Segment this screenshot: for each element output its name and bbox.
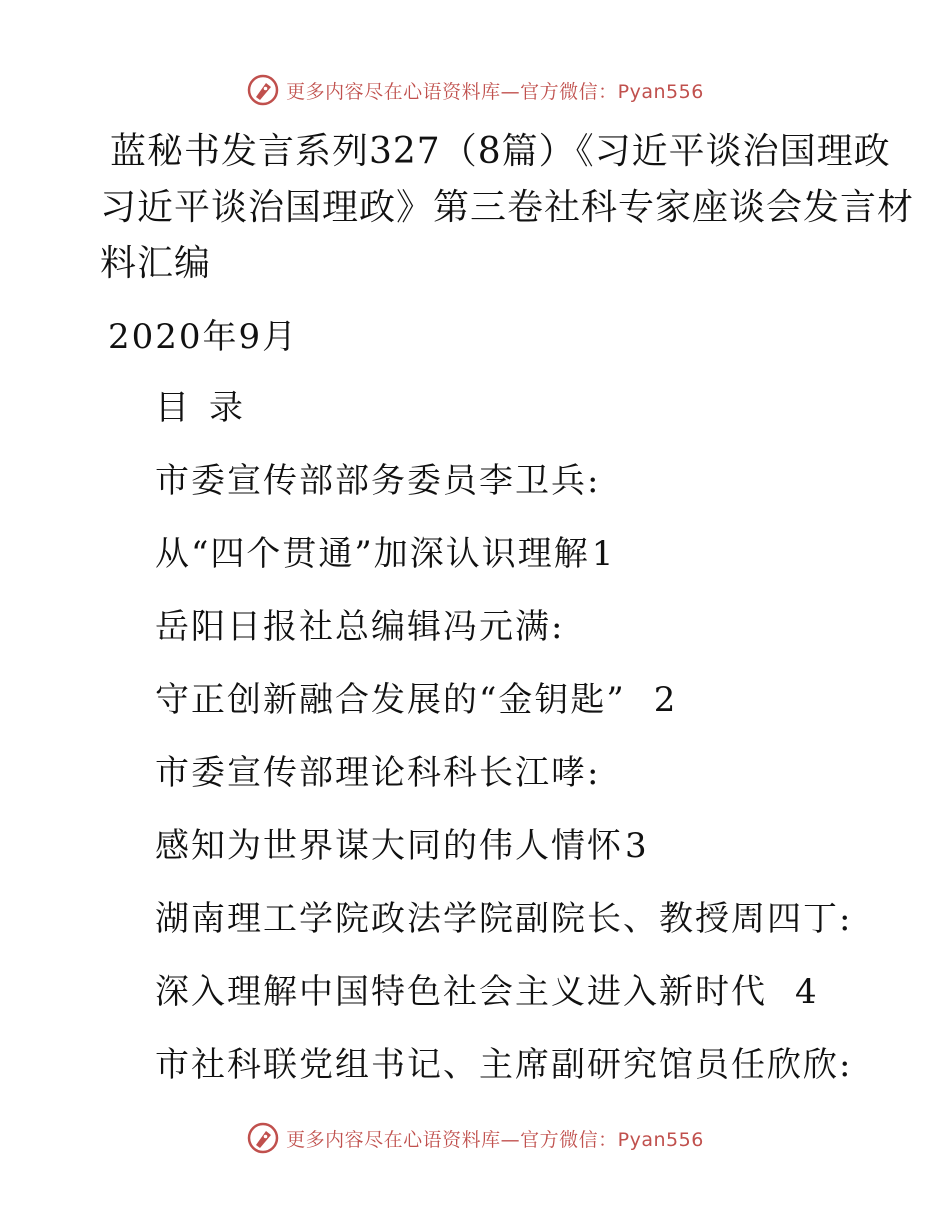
watermark-banner-bottom xyxy=(0,1118,950,1158)
toc-entry xyxy=(155,531,915,604)
watermark-text: 更多内容尽在心语资料库—官方微信：Pyan556 xyxy=(286,80,704,103)
toc-topic: 从“四个贯通”加深认识理解 xyxy=(155,534,590,574)
toc-page-number: 4 xyxy=(795,972,819,1012)
pen-nib-circle-icon xyxy=(246,1121,280,1155)
title-line: 料汇编 xyxy=(100,243,212,284)
document-title xyxy=(100,124,915,292)
title-line: 蓝秘书发言系列327（8篇）《习近平谈治国理政 xyxy=(110,131,891,172)
watermark-banner-top xyxy=(0,70,950,110)
toc-page-number: 1 xyxy=(591,534,616,574)
watermark-text: 更多内容尽在心语资料库—官方微信：Pyan556 xyxy=(286,1128,704,1151)
table-of-contents xyxy=(155,385,915,1115)
toc-topic: 深入理解中国特色社会主义进入新时代 xyxy=(155,972,767,1012)
toc-speaker: 市社科联党组书记、主席副研究馆员任欣欣: xyxy=(155,1045,853,1085)
toc-entry xyxy=(155,677,915,750)
toc-entry xyxy=(155,823,915,896)
title-line: 习近平谈治国理政》第三卷社科专家座谈会发言材 xyxy=(100,187,915,228)
toc-speaker: 市委宣传部部务委员李卫兵: xyxy=(155,461,601,501)
toc-heading: 目录 xyxy=(155,388,263,428)
toc-page-number: 3 xyxy=(625,826,649,866)
pen-nib-circle-icon xyxy=(246,73,280,107)
toc-speaker: 湖南理工学院政法学院副院长、教授周四丁: xyxy=(155,899,853,939)
document-date: 2020年9月 xyxy=(108,317,299,357)
toc-page-number: 2 xyxy=(653,680,678,720)
toc-topic: 守正创新融合发展的“金钥匙” xyxy=(155,680,626,720)
toc-topic: 感知为世界谋大同的伟人情怀 xyxy=(155,826,623,866)
toc-speaker: 岳阳日报社总编辑冯元满: xyxy=(155,607,565,647)
toc-entry xyxy=(155,969,915,1042)
toc-speaker: 市委宣传部理论科科长江哮: xyxy=(155,753,601,793)
